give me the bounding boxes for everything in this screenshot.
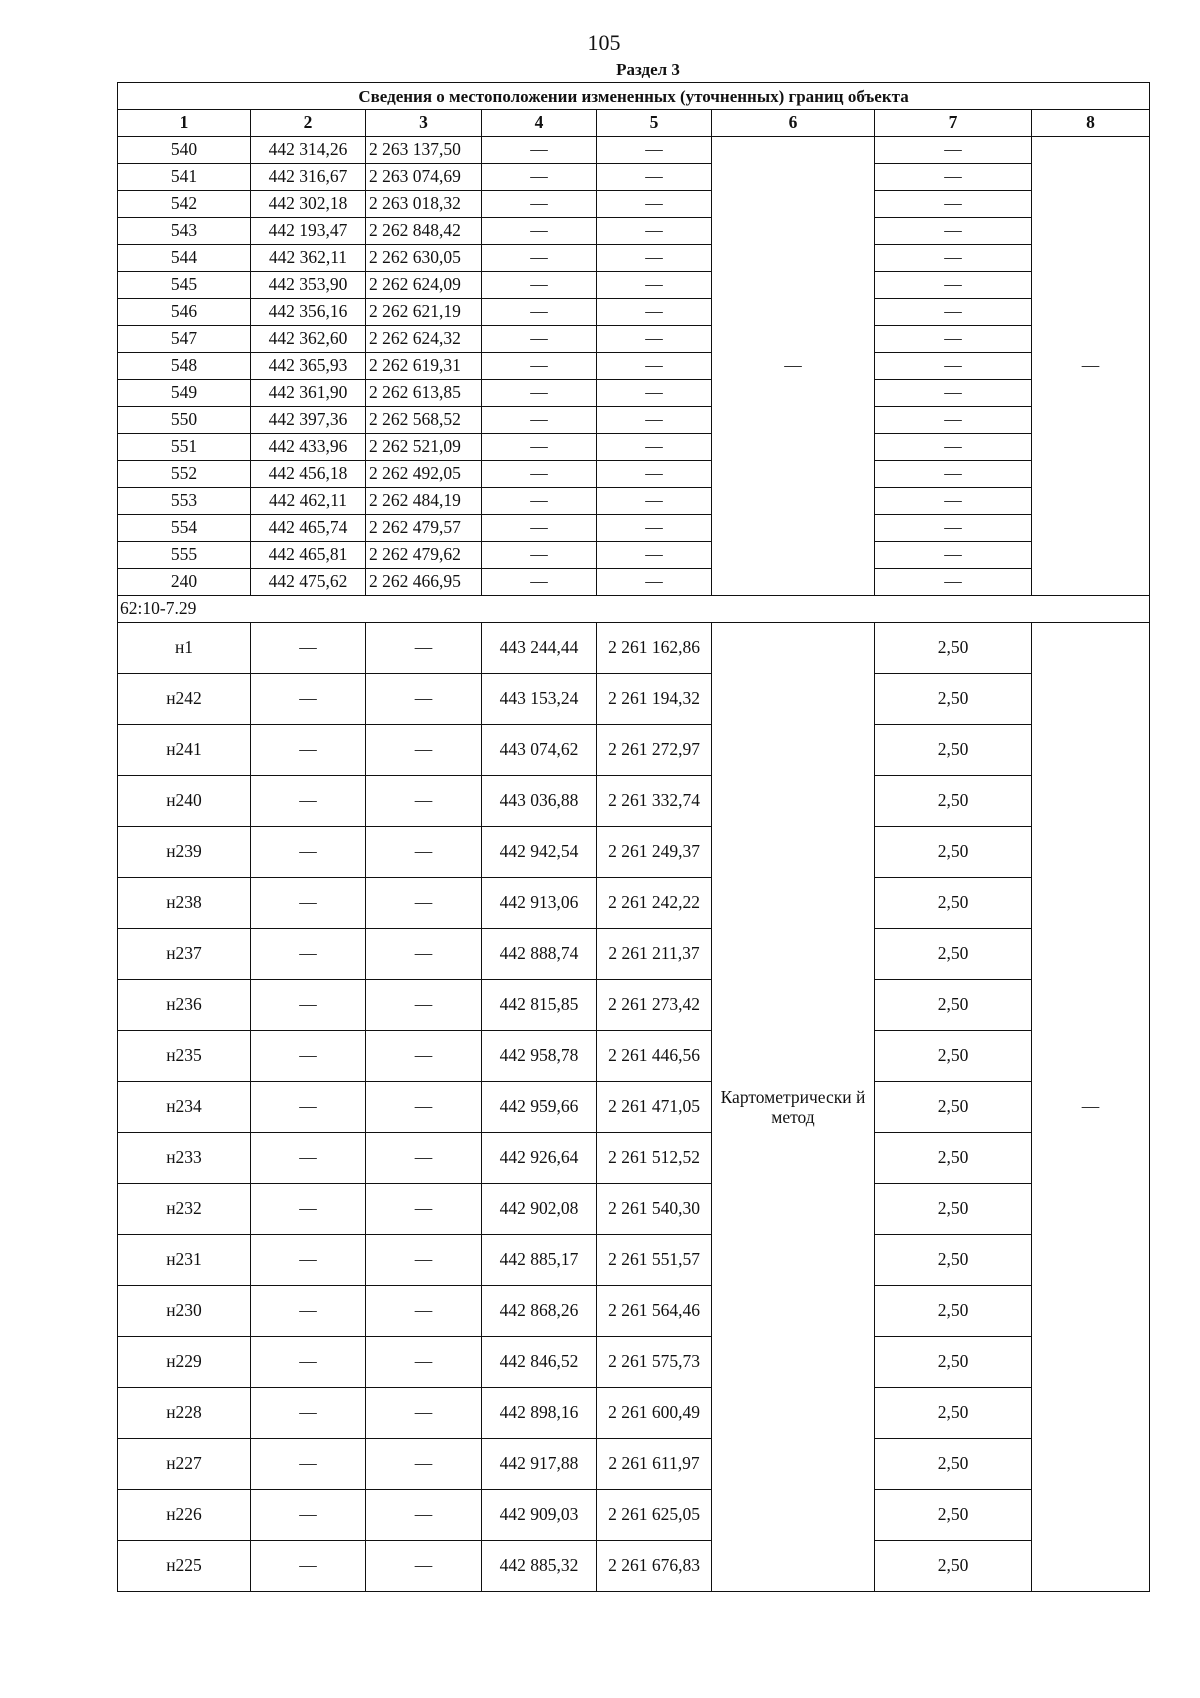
y-old-cell: —: [366, 878, 482, 929]
accuracy-cell: —: [875, 299, 1032, 326]
accuracy-cell: 2,50: [875, 1286, 1032, 1337]
y-new-cell: 2 261 564,46: [597, 1286, 712, 1337]
x-new-cell: 442 898,16: [482, 1388, 597, 1439]
x-old-cell: —: [251, 1439, 366, 1490]
table-row: [118, 1439, 1150, 1490]
accuracy-cell: 2,50: [875, 1082, 1032, 1133]
table-title: Сведения о местоположении измененных (уточненных) границ объекта: [118, 83, 1150, 110]
accuracy-cell: —: [875, 218, 1032, 245]
x-old-cell: 442 433,96: [251, 434, 366, 461]
y-old-cell: 2 262 568,52: [366, 407, 482, 434]
x-old-cell: 442 362,11: [251, 245, 366, 272]
accuracy-cell: —: [875, 353, 1032, 380]
y-new-cell: 2 261 611,97: [597, 1439, 712, 1490]
y-new-cell: 2 261 272,97: [597, 725, 712, 776]
y-new-cell: 2 261 551,57: [597, 1235, 712, 1286]
x-new-cell: —: [482, 353, 597, 380]
x-old-cell: 442 462,11: [251, 488, 366, 515]
y-new-cell: 2 261 471,05: [597, 1082, 712, 1133]
column-header: 5: [597, 110, 712, 137]
y-new-cell: 2 261 273,42: [597, 980, 712, 1031]
accuracy-cell: 2,50: [875, 1184, 1032, 1235]
x-old-cell: —: [251, 878, 366, 929]
y-old-cell: —: [366, 1184, 482, 1235]
point-number-cell: 547: [118, 326, 251, 353]
table-row: [118, 245, 1150, 272]
accuracy-cell: 2,50: [875, 827, 1032, 878]
table-title-row: [118, 83, 1150, 110]
y-new-cell: —: [597, 272, 712, 299]
x-new-cell: —: [482, 272, 597, 299]
point-number-cell: 551: [118, 434, 251, 461]
x-old-cell: 442 361,90: [251, 380, 366, 407]
point-number-cell: н228: [118, 1388, 251, 1439]
point-number-cell: 550: [118, 407, 251, 434]
x-new-cell: 443 074,62: [482, 725, 597, 776]
point-number-cell: н240: [118, 776, 251, 827]
accuracy-cell: —: [875, 380, 1032, 407]
x-old-cell: 442 193,47: [251, 218, 366, 245]
accuracy-cell: 2,50: [875, 1541, 1032, 1592]
point-number-cell: н232: [118, 1184, 251, 1235]
y-old-cell: —: [366, 623, 482, 674]
table-row: [118, 164, 1150, 191]
x-new-cell: 442 888,74: [482, 929, 597, 980]
y-new-cell: —: [597, 569, 712, 596]
y-old-cell: —: [366, 1337, 482, 1388]
point-number-cell: 548: [118, 353, 251, 380]
y-new-cell: 2 261 162,86: [597, 623, 712, 674]
column-header: 8: [1032, 110, 1150, 137]
column-header: 6: [712, 110, 875, 137]
accuracy-cell: —: [875, 272, 1032, 299]
point-number-cell: н227: [118, 1439, 251, 1490]
y-new-cell: 2 261 600,49: [597, 1388, 712, 1439]
column-header: 7: [875, 110, 1032, 137]
x-new-cell: 442 868,26: [482, 1286, 597, 1337]
x-old-cell: —: [251, 929, 366, 980]
table-row: [118, 827, 1150, 878]
accuracy-cell: 2,50: [875, 1439, 1032, 1490]
table-row: [118, 1082, 1150, 1133]
table-row: [118, 407, 1150, 434]
y-old-cell: 2 262 479,57: [366, 515, 482, 542]
y-old-cell: 2 262 624,09: [366, 272, 482, 299]
accuracy-cell: 2,50: [875, 1031, 1032, 1082]
y-new-cell: —: [597, 191, 712, 218]
x-new-cell: 442 846,52: [482, 1337, 597, 1388]
point-number-cell: 554: [118, 515, 251, 542]
y-old-cell: 2 263 137,50: [366, 137, 482, 164]
table-row: [118, 434, 1150, 461]
x-new-cell: —: [482, 515, 597, 542]
y-old-cell: —: [366, 725, 482, 776]
y-new-cell: —: [597, 299, 712, 326]
description-cell: —: [1032, 137, 1150, 596]
point-number-cell: 540: [118, 137, 251, 164]
accuracy-cell: —: [875, 434, 1032, 461]
point-number-cell: 549: [118, 380, 251, 407]
point-number-cell: н234: [118, 1082, 251, 1133]
y-new-cell: 2 261 625,05: [597, 1490, 712, 1541]
x-new-cell: —: [482, 326, 597, 353]
page-number: 105: [587, 30, 621, 55]
point-number-cell: 542: [118, 191, 251, 218]
table-row: [118, 1541, 1150, 1592]
accuracy-cell: —: [875, 191, 1032, 218]
point-number-cell: 546: [118, 299, 251, 326]
table-row: [118, 1337, 1150, 1388]
y-old-cell: 2 262 479,62: [366, 542, 482, 569]
table-row: [118, 725, 1150, 776]
x-new-cell: —: [482, 380, 597, 407]
table-row: [118, 461, 1150, 488]
x-old-cell: 442 475,62: [251, 569, 366, 596]
x-old-cell: —: [251, 623, 366, 674]
x-old-cell: —: [251, 1235, 366, 1286]
table-row: [118, 1388, 1150, 1439]
x-old-cell: —: [251, 776, 366, 827]
y-old-cell: —: [366, 1133, 482, 1184]
x-old-cell: 442 397,36: [251, 407, 366, 434]
accuracy-cell: 2,50: [875, 1490, 1032, 1541]
point-number-cell: н225: [118, 1541, 251, 1592]
column-header: 4: [482, 110, 597, 137]
y-old-cell: —: [366, 1439, 482, 1490]
y-new-cell: —: [597, 407, 712, 434]
x-old-cell: —: [251, 1541, 366, 1592]
table-row: [118, 515, 1150, 542]
table-header-row: [118, 110, 1150, 137]
y-old-cell: —: [366, 674, 482, 725]
x-old-cell: 442 353,90: [251, 272, 366, 299]
point-number-cell: н230: [118, 1286, 251, 1337]
y-new-cell: 2 261 512,52: [597, 1133, 712, 1184]
table-row: [118, 1286, 1150, 1337]
x-old-cell: —: [251, 1286, 366, 1337]
accuracy-cell: 2,50: [875, 623, 1032, 674]
parcel-subheader: 62:10-7.29: [118, 596, 1150, 623]
x-new-cell: —: [482, 407, 597, 434]
point-number-cell: 544: [118, 245, 251, 272]
accuracy-cell: —: [875, 488, 1032, 515]
x-new-cell: 442 902,08: [482, 1184, 597, 1235]
x-old-cell: —: [251, 1031, 366, 1082]
accuracy-cell: —: [875, 515, 1032, 542]
table-row: [118, 137, 1150, 164]
x-new-cell: 442 909,03: [482, 1490, 597, 1541]
x-old-cell: —: [251, 674, 366, 725]
y-new-cell: 2 261 194,32: [597, 674, 712, 725]
table-row: [118, 980, 1150, 1031]
y-old-cell: —: [366, 1388, 482, 1439]
table-body: [118, 83, 1150, 1592]
x-old-cell: —: [251, 1133, 366, 1184]
y-old-cell: —: [366, 929, 482, 980]
y-new-cell: —: [597, 245, 712, 272]
point-number-cell: н239: [118, 827, 251, 878]
y-old-cell: 2 262 492,05: [366, 461, 482, 488]
y-old-cell: 2 262 848,42: [366, 218, 482, 245]
point-number-cell: н236: [118, 980, 251, 1031]
y-new-cell: —: [597, 542, 712, 569]
y-old-cell: 2 262 484,19: [366, 488, 482, 515]
accuracy-cell: —: [875, 569, 1032, 596]
point-number-cell: н237: [118, 929, 251, 980]
point-number-cell: 543: [118, 218, 251, 245]
y-new-cell: —: [597, 515, 712, 542]
table-row: [118, 272, 1150, 299]
table-row: [118, 299, 1150, 326]
section-heading: Раздел 3: [616, 60, 680, 79]
point-number-cell: 541: [118, 164, 251, 191]
y-new-cell: —: [597, 218, 712, 245]
y-new-cell: —: [597, 164, 712, 191]
y-old-cell: —: [366, 1541, 482, 1592]
parcel-subheader-row: [118, 596, 1150, 623]
accuracy-cell: —: [875, 164, 1032, 191]
accuracy-cell: 2,50: [875, 980, 1032, 1031]
x-old-cell: 442 456,18: [251, 461, 366, 488]
point-number-cell: н241: [118, 725, 251, 776]
table-row: [118, 542, 1150, 569]
point-number-cell: 553: [118, 488, 251, 515]
y-new-cell: 2 261 446,56: [597, 1031, 712, 1082]
x-new-cell: —: [482, 245, 597, 272]
y-new-cell: —: [597, 380, 712, 407]
y-old-cell: 2 262 466,95: [366, 569, 482, 596]
table-row: [118, 488, 1150, 515]
accuracy-cell: —: [875, 326, 1032, 353]
y-new-cell: —: [597, 353, 712, 380]
x-new-cell: 442 926,64: [482, 1133, 597, 1184]
y-old-cell: —: [366, 1490, 482, 1541]
point-number-cell: н1: [118, 623, 251, 674]
y-old-cell: 2 263 074,69: [366, 164, 482, 191]
x-new-cell: 442 958,78: [482, 1031, 597, 1082]
table-row: [118, 623, 1150, 674]
y-old-cell: 2 262 630,05: [366, 245, 482, 272]
point-number-cell: н242: [118, 674, 251, 725]
x-new-cell: 442 885,17: [482, 1235, 597, 1286]
x-new-cell: —: [482, 569, 597, 596]
y-new-cell: 2 261 242,22: [597, 878, 712, 929]
accuracy-cell: 2,50: [875, 1235, 1032, 1286]
y-old-cell: 2 263 018,32: [366, 191, 482, 218]
accuracy-cell: 2,50: [875, 674, 1032, 725]
point-number-cell: 555: [118, 542, 251, 569]
point-number-cell: 545: [118, 272, 251, 299]
boundary-points-table: [117, 82, 1150, 1592]
y-new-cell: 2 261 249,37: [597, 827, 712, 878]
y-new-cell: —: [597, 488, 712, 515]
accuracy-cell: 2,50: [875, 1388, 1032, 1439]
table-row: [118, 929, 1150, 980]
table-row: [118, 191, 1150, 218]
table-row: [118, 1133, 1150, 1184]
description-cell: —: [1032, 623, 1150, 1592]
y-old-cell: 2 262 621,19: [366, 299, 482, 326]
point-number-cell: н229: [118, 1337, 251, 1388]
point-number-cell: н233: [118, 1133, 251, 1184]
accuracy-cell: 2,50: [875, 1133, 1032, 1184]
table-row: [118, 1184, 1150, 1235]
point-number-cell: 240: [118, 569, 251, 596]
x-new-cell: —: [482, 218, 597, 245]
y-new-cell: 2 261 211,37: [597, 929, 712, 980]
x-old-cell: 442 362,60: [251, 326, 366, 353]
x-old-cell: —: [251, 1184, 366, 1235]
column-header: 3: [366, 110, 482, 137]
y-old-cell: —: [366, 980, 482, 1031]
accuracy-cell: —: [875, 542, 1032, 569]
x-old-cell: 442 465,81: [251, 542, 366, 569]
column-header: 1: [118, 110, 251, 137]
accuracy-cell: —: [875, 245, 1032, 272]
table-row: [118, 1031, 1150, 1082]
x-old-cell: 442 302,18: [251, 191, 366, 218]
y-old-cell: —: [366, 827, 482, 878]
y-old-cell: —: [366, 1082, 482, 1133]
x-new-cell: 442 815,85: [482, 980, 597, 1031]
x-new-cell: —: [482, 299, 597, 326]
y-old-cell: 2 262 619,31: [366, 353, 482, 380]
x-old-cell: —: [251, 1490, 366, 1541]
y-new-cell: —: [597, 461, 712, 488]
point-number-cell: 552: [118, 461, 251, 488]
method-cell: Картометрически й метод: [712, 623, 875, 1592]
x-new-cell: —: [482, 434, 597, 461]
table-row: [118, 878, 1150, 929]
x-new-cell: —: [482, 542, 597, 569]
y-new-cell: 2 261 676,83: [597, 1541, 712, 1592]
y-old-cell: —: [366, 1235, 482, 1286]
table-row: [118, 1235, 1150, 1286]
x-old-cell: 442 316,67: [251, 164, 366, 191]
x-old-cell: 442 356,16: [251, 299, 366, 326]
accuracy-cell: —: [875, 461, 1032, 488]
column-header: 2: [251, 110, 366, 137]
accuracy-cell: 2,50: [875, 878, 1032, 929]
y-new-cell: —: [597, 434, 712, 461]
x-new-cell: 443 244,44: [482, 623, 597, 674]
table-row: [118, 353, 1150, 380]
accuracy-cell: 2,50: [875, 1337, 1032, 1388]
y-new-cell: 2 261 575,73: [597, 1337, 712, 1388]
x-old-cell: 442 314,26: [251, 137, 366, 164]
table-row: [118, 218, 1150, 245]
accuracy-cell: 2,50: [875, 725, 1032, 776]
y-new-cell: 2 261 540,30: [597, 1184, 712, 1235]
table-row: [118, 326, 1150, 353]
y-old-cell: —: [366, 776, 482, 827]
y-old-cell: 2 262 624,32: [366, 326, 482, 353]
accuracy-cell: —: [875, 407, 1032, 434]
table-row: [118, 569, 1150, 596]
x-new-cell: 442 959,66: [482, 1082, 597, 1133]
accuracy-cell: 2,50: [875, 929, 1032, 980]
y-old-cell: 2 262 613,85: [366, 380, 482, 407]
x-new-cell: 442 917,88: [482, 1439, 597, 1490]
accuracy-cell: —: [875, 137, 1032, 164]
y-new-cell: —: [597, 326, 712, 353]
x-old-cell: —: [251, 1082, 366, 1133]
x-old-cell: —: [251, 725, 366, 776]
x-old-cell: —: [251, 1337, 366, 1388]
point-number-cell: н231: [118, 1235, 251, 1286]
x-new-cell: —: [482, 461, 597, 488]
y-new-cell: —: [597, 137, 712, 164]
table-row: [118, 776, 1150, 827]
x-new-cell: —: [482, 164, 597, 191]
x-old-cell: 442 365,93: [251, 353, 366, 380]
point-number-cell: н226: [118, 1490, 251, 1541]
x-new-cell: —: [482, 137, 597, 164]
x-new-cell: 442 942,54: [482, 827, 597, 878]
x-old-cell: —: [251, 827, 366, 878]
point-number-cell: н238: [118, 878, 251, 929]
accuracy-cell: 2,50: [875, 776, 1032, 827]
table-row: [118, 1490, 1150, 1541]
x-new-cell: 442 885,32: [482, 1541, 597, 1592]
y-old-cell: 2 262 521,09: [366, 434, 482, 461]
y-new-cell: 2 261 332,74: [597, 776, 712, 827]
x-new-cell: 442 913,06: [482, 878, 597, 929]
table-row: [118, 380, 1150, 407]
point-number-cell: н235: [118, 1031, 251, 1082]
x-old-cell: —: [251, 980, 366, 1031]
x-new-cell: —: [482, 191, 597, 218]
x-new-cell: 443 036,88: [482, 776, 597, 827]
x-new-cell: 443 153,24: [482, 674, 597, 725]
table-row: [118, 674, 1150, 725]
x-old-cell: 442 465,74: [251, 515, 366, 542]
y-old-cell: —: [366, 1031, 482, 1082]
x-old-cell: —: [251, 1388, 366, 1439]
x-new-cell: —: [482, 488, 597, 515]
y-old-cell: —: [366, 1286, 482, 1337]
method-cell: —: [712, 137, 875, 596]
